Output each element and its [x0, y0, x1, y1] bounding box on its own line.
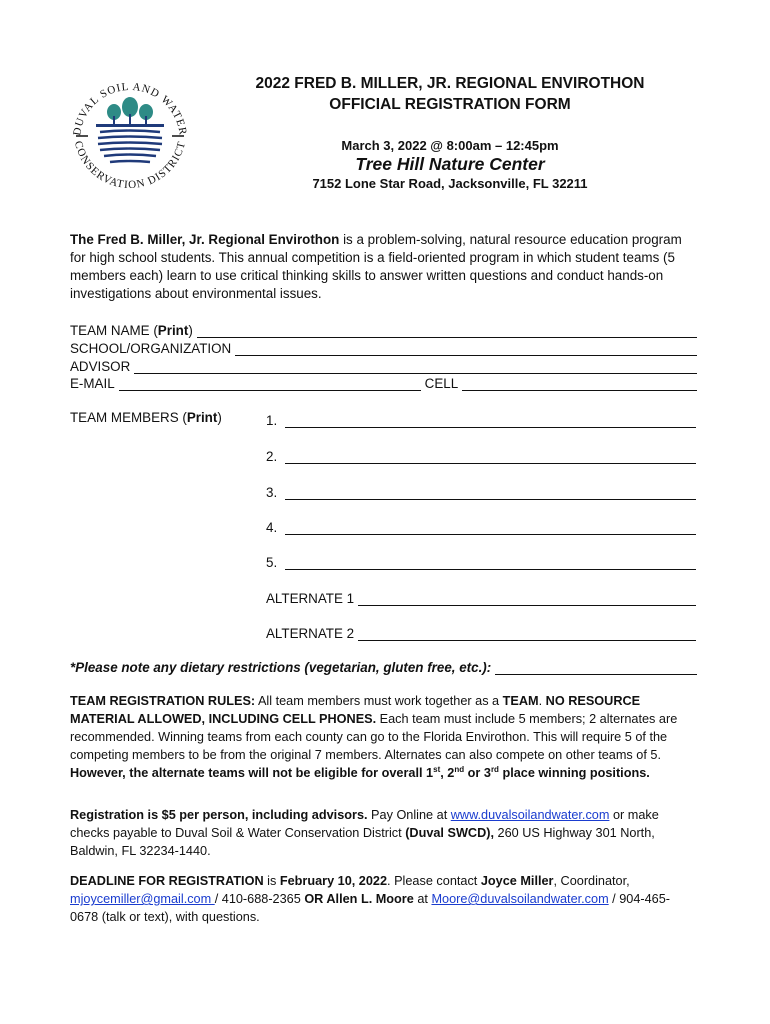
- member-3-field[interactable]: [285, 486, 696, 500]
- school-row: [70, 338, 697, 356]
- alternate-1-row: [266, 588, 696, 606]
- email-link-moore[interactable]: Moore@duvalsoilandwater.com: [431, 892, 609, 906]
- website-link[interactable]: www.duvalsoilandwater.com: [450, 808, 610, 822]
- member-row: [266, 482, 696, 500]
- member-number: 3.: [266, 485, 278, 500]
- email-field[interactable]: [119, 377, 421, 391]
- school-field[interactable]: [235, 342, 697, 356]
- team-members-label: TEAM MEMBERS (Print): [70, 410, 222, 425]
- dietary-note: *Please note any dietary restrictions (vegetarian, gluten free, etc.):: [70, 660, 492, 675]
- member-number: 5.: [266, 555, 278, 570]
- member-1-field[interactable]: [285, 414, 696, 428]
- alternate-2-field[interactable]: [358, 627, 696, 641]
- member-number: 2.: [266, 449, 278, 464]
- member-5-field[interactable]: [285, 556, 696, 570]
- member-number: 1.: [266, 413, 278, 428]
- advisor-label: ADVISOR: [70, 359, 131, 374]
- alternate-1-label: ALTERNATE 1: [266, 591, 355, 606]
- registration-rules: TEAM REGISTRATION RULES: All team members must work together as a TEAM. NO RESOURCE MATERIAL ALLOWED, INCLUDING CELL PHONES. Each team must include 5 members; 2 alternates are recommended. Winning teams from each county can go to the Florida Envirothon. This will require 5 of the competing members to be from the original 7 members. Alternates can also compete on other teams of 5. However, the alternate teams will not be eligible for overall 1st, 2nd or 3rd place winning positions.: [70, 694, 678, 780]
- intro-program-name: The Fred B. Miller, Jr. Regional Envirothon: [70, 232, 340, 247]
- logo-bottom-text: CONSERVATION DISTRICT: [71, 139, 189, 192]
- intro-paragraph: [70, 231, 698, 303]
- duval-swcd-logo: [62, 70, 198, 206]
- school-label: SCHOOL/ORGANIZATION: [70, 341, 232, 356]
- alternate-1-field[interactable]: [358, 592, 696, 606]
- dietary-row: [70, 657, 697, 675]
- member-row: [266, 410, 696, 428]
- email-label: E-MAIL: [70, 376, 115, 391]
- registration-fee: Registration is $5 per person, including advisors. Pay Online at www.duvalsoilandwater.com or make checks payable to Duval Soil & Water Conservation District (Duval SWCD), 260 US Highway 301 North, Baldwin, FL 32234-1440.: [70, 808, 659, 858]
- member-row: [266, 446, 696, 464]
- member-row: [266, 552, 696, 570]
- team-name-label: TEAM NAME (Print): [70, 323, 193, 338]
- email-cell-row: [70, 373, 697, 391]
- cell-label: CELL: [424, 376, 459, 391]
- alternate-2-label: ALTERNATE 2: [266, 626, 355, 641]
- advisor-row: [70, 356, 697, 374]
- member-row: [266, 517, 696, 535]
- event-address: 7152 Lone Star Road, Jacksonville, FL 32211: [312, 176, 588, 191]
- team-name-row: [70, 320, 697, 338]
- form-subtitle: OFFICIAL REGISTRATION FORM: [329, 96, 571, 113]
- dietary-field[interactable]: [495, 661, 697, 675]
- advisor-field[interactable]: [134, 360, 697, 374]
- logo-top-text: DUVAL SOIL AND WATER: [71, 80, 189, 137]
- event-venue: Tree Hill Nature Center: [355, 154, 545, 174]
- form-title: 2022 FRED B. MILLER, JR. REGIONAL ENVIROTHON: [255, 75, 645, 92]
- cell-field[interactable]: [462, 377, 697, 391]
- team-name-field[interactable]: [197, 324, 697, 338]
- intro-text: is a problem-solving, natural resource education program for high school students. This annual competition is a field-oriented program in which student teams (5 members each) learn to use critical thinking skills to answer written questions and conduct hands-on investigations about environmental issues.: [70, 232, 682, 301]
- member-4-field[interactable]: [285, 521, 696, 535]
- member-number: 4.: [266, 520, 278, 535]
- member-2-field[interactable]: [285, 450, 696, 464]
- email-link-joyce[interactable]: mjoycemiller@gmail.com: [70, 892, 215, 906]
- registration-deadline: DEADLINE FOR REGISTRATION is February 10, 2022. Please contact Joyce Miller, Coordinator, mjoycemiller@gmail.com / 410-688-2365 OR Allen L. Moore at Moore@duvalsoilandwater.com / 904-465-0678 (talk or text), with questions.: [70, 874, 671, 924]
- event-date: March 3, 2022 @ 8:00am – 12:45pm: [341, 138, 559, 153]
- alternate-2-row: [266, 623, 696, 641]
